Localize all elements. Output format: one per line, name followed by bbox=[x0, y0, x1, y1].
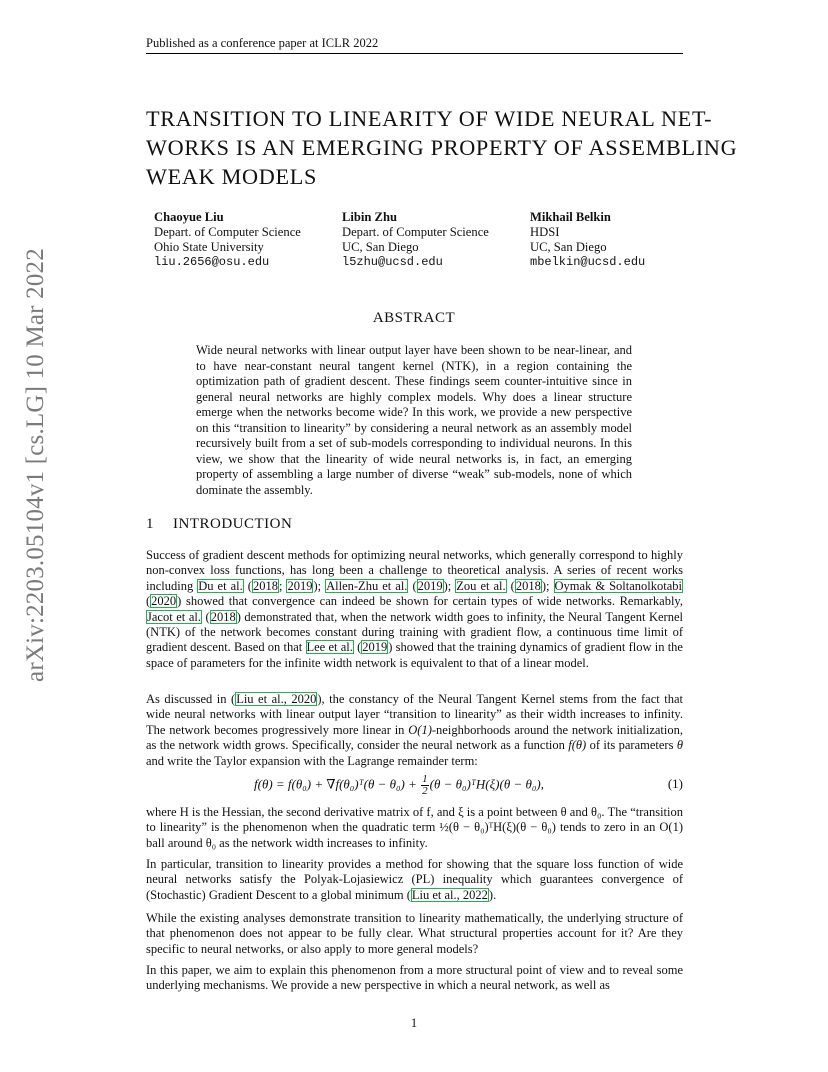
paragraph-4 bbox=[146, 857, 683, 903]
fraction bbox=[421, 774, 429, 797]
text-run: ( bbox=[408, 578, 417, 593]
text-run: ( bbox=[146, 594, 151, 609]
section-title: INTRODUCTION bbox=[173, 516, 293, 532]
paragraph-3: where H is the Hessian, the second derivative matrix of f, and ξ is a point between θ and θ₀. The “transition to linearity” is the phenomenon when the quadratic term ½(θ − θ₀)ᵀH(ξ)(θ − θ₀) tends to zero in an O(1) ball around θ₀ as the network width increases to infinity. bbox=[146, 805, 683, 850]
author-block bbox=[342, 210, 489, 270]
title-line-2: WORKS IS AN EMERGING PROPERTY OF ASSEMBLING bbox=[146, 135, 738, 160]
author-name: Mikhail Belkin bbox=[530, 210, 611, 224]
equation-expression bbox=[254, 774, 544, 797]
citation-link[interactable]: Lee et al. bbox=[306, 640, 353, 655]
citation-link[interactable]: Du et al. bbox=[198, 578, 243, 593]
paragraph-5: While the existing analyses demonstrate transition to linearity mathematically, the underlying structure of that phenomenon does not appear to be fully clear. What structural properties account for it? Are they specific to neural networks, or also apply to more general models? bbox=[146, 911, 683, 956]
text-run: ( bbox=[506, 578, 515, 593]
citation-link[interactable]: Zou et al. bbox=[456, 578, 506, 593]
text-run: ( bbox=[243, 578, 252, 593]
fraction-numerator: 1 bbox=[422, 773, 428, 785]
equation-1 bbox=[146, 768, 683, 802]
paragraph-2 bbox=[146, 692, 683, 769]
text-run: ); bbox=[313, 578, 326, 593]
author-dept: Depart. of Computer Science bbox=[342, 225, 489, 239]
author-dept: HDSI bbox=[530, 225, 560, 239]
citation-link[interactable]: Allen-Zhu et al. bbox=[326, 578, 408, 593]
citation-link[interactable]: Liu et al., 2020 bbox=[236, 692, 317, 706]
author-affiliation: UC, San Diego bbox=[530, 240, 607, 254]
text-run: ), the constancy of the Neural Tangent Kernel stems from the fact that wide neural networks with linear output layer “transition to linearity” as their width increases to infinity. The network becomes progressively more linear in bbox=[146, 692, 683, 737]
text-run: ; bbox=[278, 578, 287, 593]
text-run: ) showed that convergence can indeed be shown for certain types of wide networks. Remarkably, bbox=[177, 594, 683, 609]
header-rule bbox=[146, 53, 683, 54]
text-run: As discussed in ( bbox=[146, 692, 236, 706]
math-inline: f(θ) bbox=[568, 738, 587, 753]
paragraph-1 bbox=[146, 548, 683, 671]
text-run: ( bbox=[353, 640, 362, 655]
paper-title bbox=[146, 104, 738, 191]
text-run: ) showed that the training dynamics of gradient flow in the space of parameters for the infinite width network is equivalent to that of a linear model. bbox=[146, 640, 683, 670]
fraction-denominator: 2 bbox=[422, 785, 428, 797]
running-header: Published as a conference paper at ICLR 2022 bbox=[146, 36, 379, 50]
citation-link[interactable]: Jacot et al. bbox=[147, 609, 201, 624]
citation-link[interactable]: 2019 bbox=[417, 578, 443, 593]
text-run: ); bbox=[541, 578, 554, 593]
math-inline: θ bbox=[676, 738, 683, 753]
title-line-1: TRANSITION TO LINEARITY OF WIDE NEURAL NET- bbox=[146, 106, 713, 131]
page-number: 1 bbox=[410, 1016, 418, 1030]
author-block bbox=[154, 210, 301, 270]
citation-link[interactable]: 2019 bbox=[287, 578, 313, 593]
equation-number: (1) bbox=[667, 776, 683, 791]
text-run: -neighborhoods around the network initialization, as the network width grows. Specifically, consider the neural network as a function bbox=[146, 722, 683, 753]
section-number: 1 bbox=[146, 516, 154, 532]
equation-lhs: f(θ) = f(θ₀) + ∇f(θ₀)ᵀ(θ − θ₀) + bbox=[254, 776, 421, 792]
abstract-text: Wide neural networks with linear output layer have been shown to be near-linear, and to have near-constant neural tangent kernel (NTK), in a region containing the optimization path of gradient descent. These findings seem counter-intuitive since in general neural networks are highly complex models. Why does a linear structure emerge when the networks become wide? In this work, we provide a new perspective on this “transition to linearity” by considering a neural network as an assembly model recursively built from a set of sub-models corresponding to individual neurons. In this view, we show that the linearity of wide neural networks is, in fact, an emerging property of assembling a large number of diverse “weak” sub-models, none of which dominate the assembly. bbox=[196, 343, 632, 497]
citation-link[interactable]: 2018 bbox=[252, 578, 278, 593]
author-dept: Depart. of Computer Science bbox=[154, 225, 301, 239]
text-run: of its parameters bbox=[586, 738, 677, 753]
text-run: ); bbox=[443, 578, 456, 593]
author-email[interactable]: liu.2656@osu.edu bbox=[154, 255, 270, 269]
paragraph-6: In this paper, we aim to explain this phenomenon from a more structural point of view and to reveal some underlying mechanisms. We provide a new perspective in which a neural network, as well as bbox=[146, 963, 683, 993]
citation-link[interactable]: Oymak & Soltanolkotabi bbox=[554, 578, 683, 593]
author-block bbox=[530, 210, 645, 270]
text-run: Success of gradient descent methods for optimizing neural networks, which generally correspond to highly non-convex loss functions, has long been a challenge to theoretical analysis. A series of recent works including bbox=[146, 548, 683, 593]
citation-link[interactable]: Liu et al., 2022 bbox=[411, 887, 488, 902]
author-name: Chaoyue Liu bbox=[154, 210, 224, 224]
title-line-3: WEAK MODELS bbox=[146, 164, 318, 189]
citation-link[interactable]: 2020 bbox=[151, 594, 177, 609]
text-run: ) demonstrated that, when the network width goes to infinity, the Neural Tangent Kernel (NTK) of the network becomes constant during training with gradient flow, a continuous time limit of gradient descent. Based on that bbox=[146, 609, 683, 655]
author-name: Libin Zhu bbox=[342, 210, 397, 224]
author-affiliation: Ohio State University bbox=[154, 240, 264, 254]
citation-link[interactable]: 2018 bbox=[210, 609, 236, 624]
author-affiliation: UC, San Diego bbox=[342, 240, 419, 254]
citation-link[interactable]: 2018 bbox=[515, 578, 541, 593]
author-email[interactable]: l5zhu@ucsd.edu bbox=[342, 255, 443, 269]
author-email[interactable]: mbelkin@ucsd.edu bbox=[530, 255, 646, 269]
section-heading bbox=[146, 516, 292, 533]
abstract-heading: ABSTRACT bbox=[372, 310, 456, 326]
text-run: ). bbox=[488, 887, 497, 902]
text-run: and write the Taylor expansion with the Lagrange remainder term: bbox=[146, 753, 478, 768]
text-run: ( bbox=[201, 609, 210, 624]
equation-rhs: (θ − θ₀)ᵀH(ξ)(θ − θ₀), bbox=[429, 776, 544, 792]
arxiv-stamp-text: arXiv:2203.05104v1 [cs.LG] 10 Mar 2022 bbox=[22, 248, 49, 682]
math-inline: O(1) bbox=[408, 722, 432, 737]
citation-link[interactable]: 2019 bbox=[362, 640, 388, 655]
text-run: In particular, transition to linearity provides a method for showing that the square loss function of wide neural networks satisfy the Polyak-Lojasiewicz (PL) inequality which guarantees convergence of (Stochastic) Gradient Descent to a global minimum ( bbox=[146, 857, 683, 902]
